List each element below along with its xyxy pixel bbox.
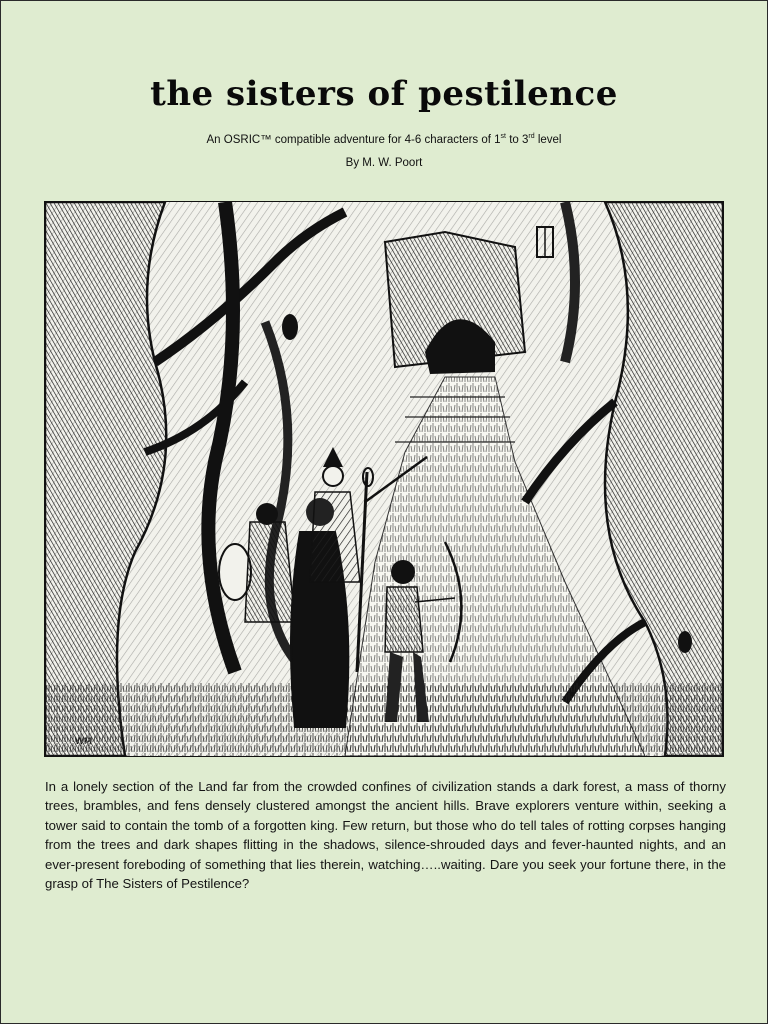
author-byline: By M. W. Poort [345, 157, 423, 169]
document-title: the sisters of pestilence [150, 74, 618, 114]
adventure-blurb: In a lonely section of the Land far from the crowded confines of civilization stands a dark forest, a mass of thorny trees, brambles, and fens densely clustered amongst the ancient hills. Brave explorers venture within, seeking a tower said to contain the tomb of a forgotten king. Few return, but those who do tell tales of rotting corpses hanging from the trees and dark shapes flitting in the shadows, silence-shrouded days and fever-haunted nights, and an ever-present foreboding of something that lies therein, watching…..waiting. Dare you seek your fortune there, in the grasp of The Sisters of Pestilence? [45, 779, 726, 892]
document-subtitle [0, 133, 768, 146]
forest-scene-drawing [45, 202, 723, 756]
subtitle-middle: to 3 [506, 133, 529, 146]
cover-illustration [44, 201, 724, 757]
subtitle-sup-second: rd [528, 133, 535, 140]
subtitle-sup-first: st [500, 133, 506, 140]
artist-signature: WM [75, 737, 92, 747]
subtitle-prefix: An OSRIC™ compatible adventure for 4-6 characters of 1 [206, 133, 501, 146]
subtitle-suffix: level [534, 133, 562, 146]
foreground-grass [45, 682, 723, 756]
